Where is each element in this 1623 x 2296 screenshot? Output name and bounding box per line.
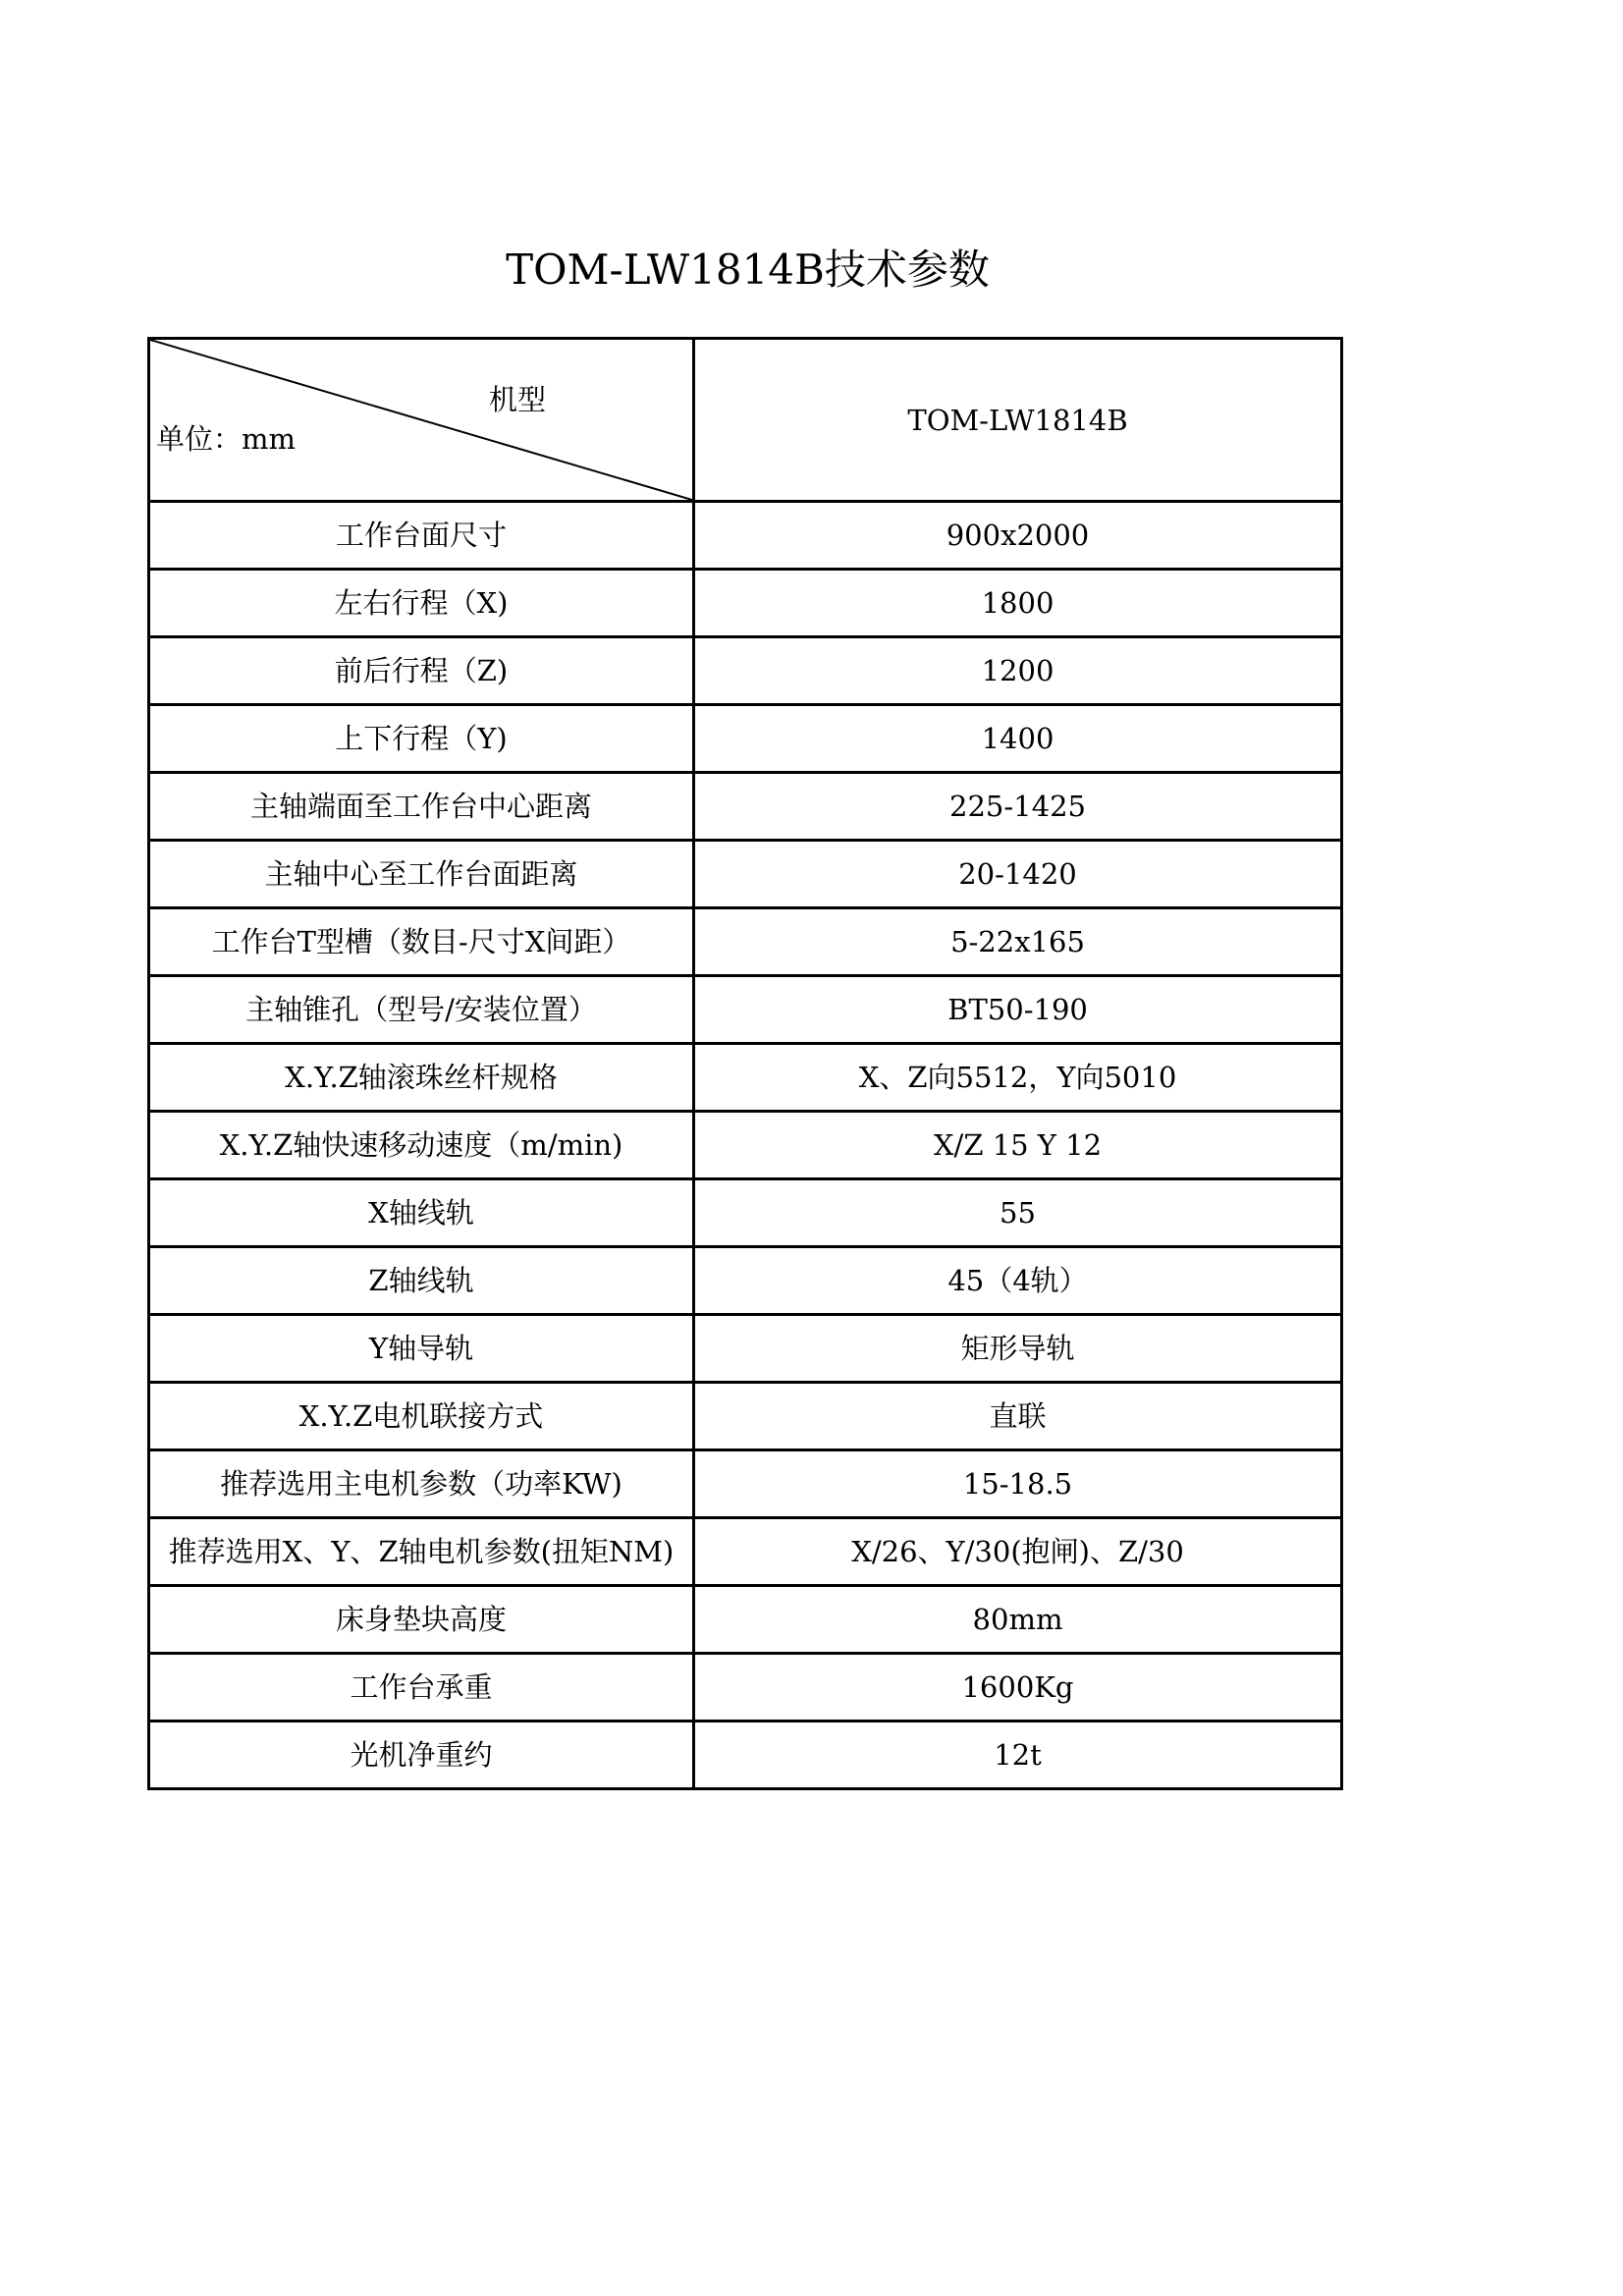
page-title: TOM-LW1814B技术参数	[506, 246, 990, 294]
param-value: X/26、Y/30(抱闸)、Z/30	[694, 1518, 1342, 1586]
param-label: 推荐选用X、Y、Z轴电机参数(扭矩NM)	[149, 1518, 694, 1586]
diagonal-header-cell	[149, 339, 694, 502]
param-label: X.Y.Z轴滚珠丝杆规格	[149, 1044, 694, 1112]
param-value: 1600Kg	[694, 1654, 1342, 1722]
table-row	[149, 841, 1342, 908]
table-row	[149, 1179, 1342, 1247]
param-label: Y轴导轨	[149, 1315, 694, 1383]
table-row	[149, 1112, 1342, 1179]
param-label: X.Y.Z电机联接方式	[149, 1383, 694, 1450]
table-row	[149, 1654, 1342, 1722]
param-value: 直联	[694, 1383, 1342, 1450]
param-label: 主轴中心至工作台面距离	[149, 841, 694, 908]
param-value: 80mm	[694, 1586, 1342, 1654]
spec-rows	[149, 502, 1342, 1789]
param-label: X.Y.Z轴快速移动速度（m/min)	[149, 1112, 694, 1179]
param-label: 工作台面尺寸	[149, 502, 694, 570]
unit-label: 单位：mm	[156, 422, 296, 456]
param-value: 20-1420	[694, 841, 1342, 908]
param-value: 12t	[694, 1722, 1342, 1789]
table-row	[149, 1383, 1342, 1450]
table-row	[149, 637, 1342, 705]
param-value: 900x2000	[694, 502, 1342, 570]
table-row	[149, 1586, 1342, 1654]
param-value: X/Z 15 Y 12	[694, 1112, 1342, 1179]
param-label: 主轴端面至工作台中心距离	[149, 773, 694, 841]
param-value: 5-22x165	[694, 908, 1342, 976]
param-value: 225-1425	[694, 773, 1342, 841]
param-value: 15-18.5	[694, 1450, 1342, 1518]
diagonal-divider-line	[150, 340, 692, 500]
param-label: 前后行程（Z)	[149, 637, 694, 705]
table-row	[149, 976, 1342, 1044]
param-label: 左右行程（X)	[149, 570, 694, 637]
param-label: 光机净重约	[149, 1722, 694, 1789]
param-label: 工作台承重	[149, 1654, 694, 1722]
param-value: BT50-190	[694, 976, 1342, 1044]
table-row	[149, 773, 1342, 841]
param-label: Z轴线轨	[149, 1247, 694, 1315]
param-value: X、Z向5512，Y向5010	[694, 1044, 1342, 1112]
param-label: 主轴锥孔（型号/安装位置）	[149, 976, 694, 1044]
table-row	[149, 908, 1342, 976]
spec-table	[147, 337, 1343, 1790]
param-value: 1200	[694, 637, 1342, 705]
table-row	[149, 502, 1342, 570]
table-row	[149, 1247, 1342, 1315]
table-row	[149, 1450, 1342, 1518]
param-value: 矩形导轨	[694, 1315, 1342, 1383]
param-label: 工作台T型槽（数目-尺寸X间距）	[149, 908, 694, 976]
model-header-label: 机型	[489, 383, 547, 416]
param-label: X轴线轨	[149, 1179, 694, 1247]
param-label: 床身垫块高度	[149, 1586, 694, 1654]
param-value: 1400	[694, 705, 1342, 773]
param-label: 上下行程（Y)	[149, 705, 694, 773]
table-row	[149, 705, 1342, 773]
table-row	[149, 1315, 1342, 1383]
table-row	[149, 1722, 1342, 1789]
table-row	[149, 1044, 1342, 1112]
table-row	[149, 570, 1342, 637]
param-value: 1800	[694, 570, 1342, 637]
param-label: 推荐选用主电机参数（功率KW)	[149, 1450, 694, 1518]
param-value: 45（4轨）	[694, 1247, 1342, 1315]
table-header-row	[149, 339, 1342, 502]
table-row	[149, 1518, 1342, 1586]
model-value-cell: TOM-LW1814B	[694, 339, 1342, 502]
param-value: 55	[694, 1179, 1342, 1247]
